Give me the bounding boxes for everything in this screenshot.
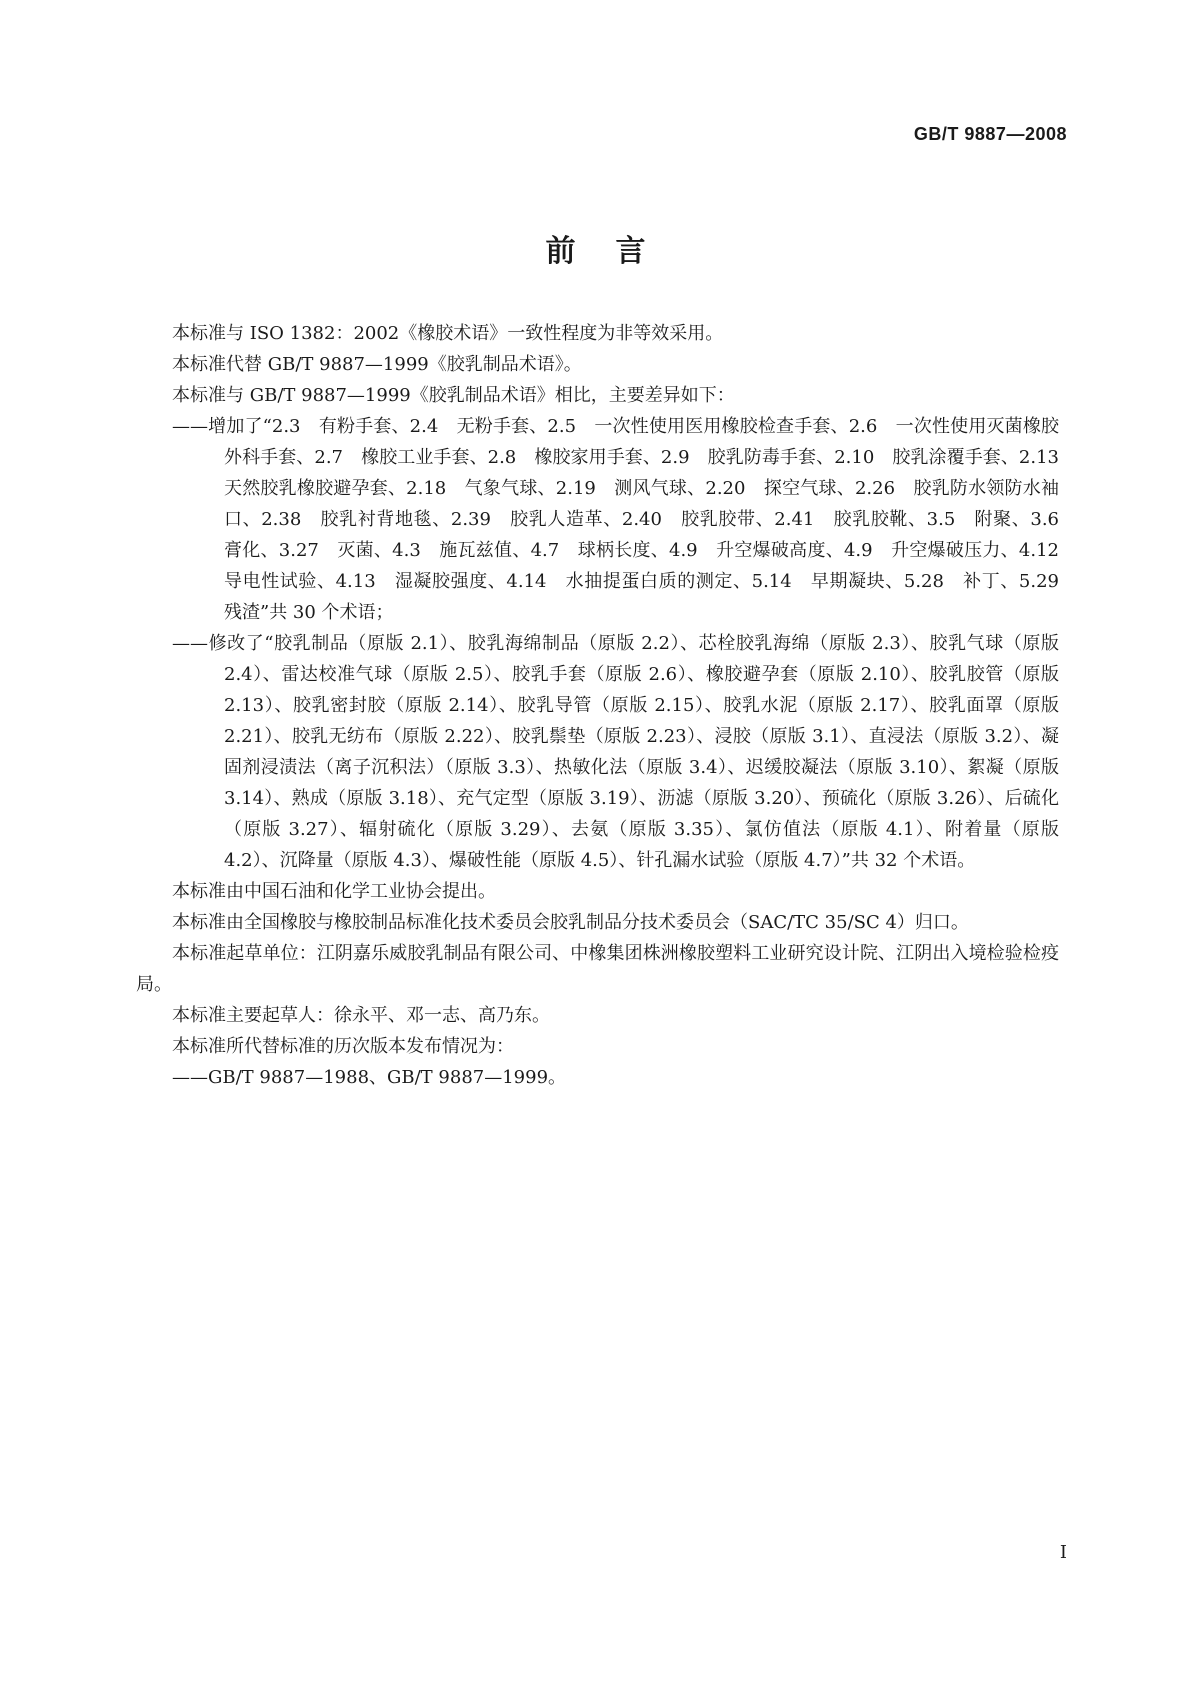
paragraph-history-intro: 本标准所代替标准的历次版本发布情况为： bbox=[172, 1036, 514, 1057]
document-body bbox=[136, 318, 1077, 1093]
paragraph-drafting-units: 本标准起草单位：江阴嘉乐威胶乳制品有限公司、中橡集团株洲橡胶塑料工业研究设计院、江阴出入境检验检疫局。 bbox=[136, 943, 1059, 995]
page-title: 前言 bbox=[545, 234, 686, 269]
paragraph-administered-by: 本标准由全国橡胶与橡胶制品标准化技术委员会胶乳制品分技术委员会（SAC/TC 35/SC 4）归口。 bbox=[172, 912, 969, 933]
paragraph-iso-adoption: 本标准与 ISO 1382：2002《橡胶术语》一致性程度为非等效采用。 bbox=[172, 323, 724, 344]
paragraph-supersedes: 本标准代替 GB/T 9887—1999《胶乳制品术语》。 bbox=[172, 354, 582, 375]
paragraph-differences-intro: 本标准与 GB/T 9887—1999《胶乳制品术语》相比，主要差异如下： bbox=[172, 385, 735, 406]
list-item-previous-editions: ——GB/T 9887—1988、GB/T 9887—1999。 bbox=[172, 1067, 567, 1088]
page-number: I bbox=[1059, 1542, 1067, 1563]
list-item-added-terms: ——增加了“2.3 有粉手套、2.4 无粉手套、2.5 一次性使用医用橡胶检查手套、2.6 一次性使用灭菌橡胶外科手套、2.7 橡胶工业手套、2.8 橡胶家用手套、2.9 胶乳防毒手套、2.10 胶乳涂覆手套、2.13 天然胶乳橡胶避孕套、2.18 气象气球、2.19 测风气球、2.20 探空气球、2.26 胶乳防水领防水袖口、2.38 胶乳衬背地毯、2.39 胶乳人造革、2.40 胶乳胶带、2.41 胶乳胶靴、3.5 附聚、3.6 膏化、3.27 灭菌、4.3 施瓦兹值、4.7 球柄长度、4.9 升空爆破高度、4.9 升空爆破压力、4.12 导电性试验、4.13 湿凝胶强度、4.14 水抽提蛋白质的测定、5.14 早期凝块、5.28 补丁、5.29 残渣”共 30 个术语； bbox=[172, 416, 1077, 623]
list-item-modified-terms: ——修改了“胶乳制品（原版 2.1）、胶乳海绵制品（原版 2.2）、芯栓胶乳海绵（原版 2.3）、胶乳气球（原版 2.4）、雷达校准气球（原版 2.5）、胶乳手套（原版 2.6）、橡胶避孕套（原版 2.10）、胶乳胶管（原版2.13）、胶乳密封胶（原版 2.14）、胶乳导管（原版 2.15）、胶乳水泥（原版 2.17）、胶乳面罩（原版 2.21）、胶乳无纺布（原版 2.22）、胶乳鬃垫（原版 2.23）、浸胶（原版 3.1）、直浸法（原版 3.2）、凝固剂浸渍法（离子沉积法）（原版 3.3）、热敏化法（原版 3.4）、迟缓胶凝法（原版 3.10）、絮凝（原版 3.14）、熟成（原版 3.18）、充气定型（原版 3.19）、沥滤（原版 3.20）、预硫化（原版 3.26）、后硫化（原版 3.27）、辐射硫化（原版 3.29）、去氨（原版 3.35）、氯仿值法（原版 4.1）、附着量（原版 4.2）、沉降量（原版 4.3）、爆破性能（原版 4.5）、针孔漏水试验（原版 4.7）”共 32 个术语。 bbox=[172, 633, 1059, 871]
paragraph-drafters: 本标准主要起草人：徐永平、邓一志、高乃东。 bbox=[172, 1005, 550, 1026]
paragraph-proposed-by: 本标准由中国石油和化学工业协会提出。 bbox=[172, 881, 496, 902]
standard-number: GB/T 9887—2008 bbox=[913, 124, 1067, 144]
